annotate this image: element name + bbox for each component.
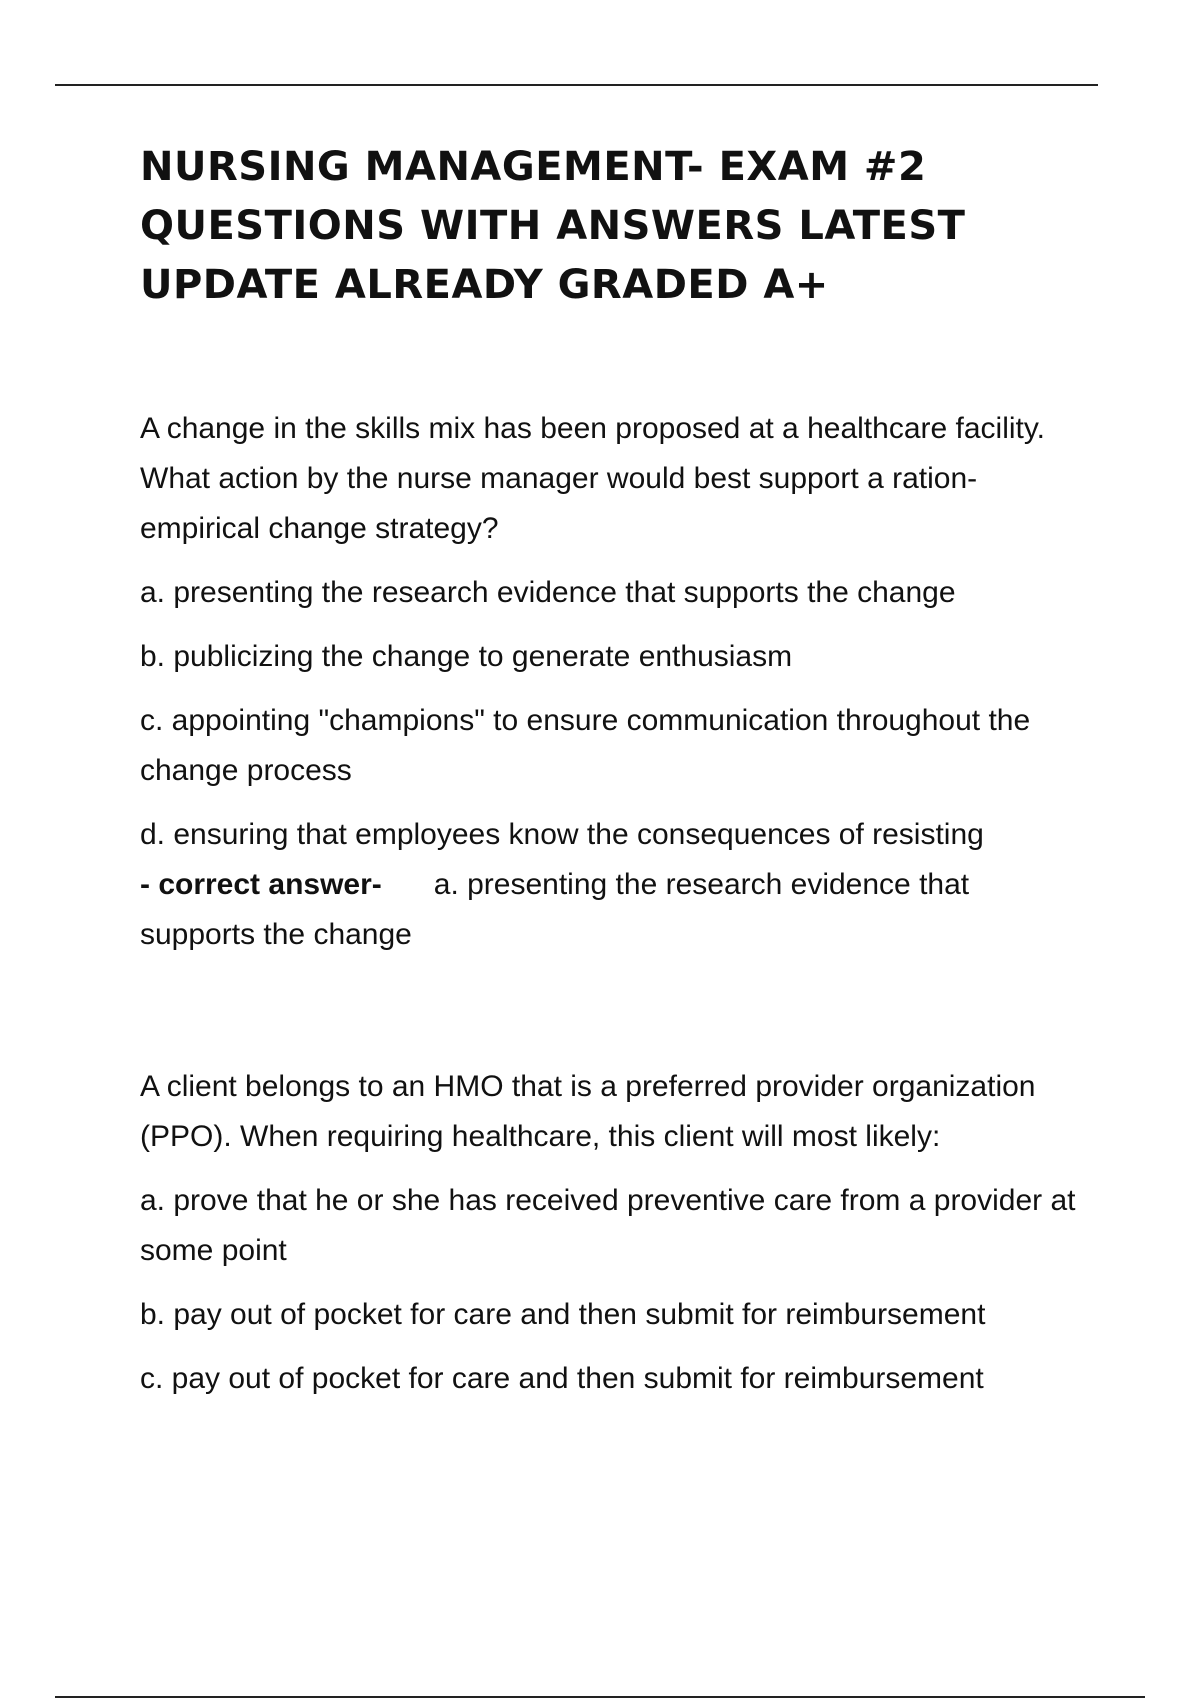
title-line-1: NURSING MANAGEMENT- EXAM #2 (140, 144, 927, 190)
question-1-option-a: a. presenting the research evidence that supports the change (140, 576, 956, 609)
question-2-option-a: a. prove that he or she has received preventive care from a provider at some point (140, 1184, 1076, 1267)
question-2-option-c: c. pay out of pocket for care and then submit for reimbursement (140, 1362, 984, 1395)
question-2-option-b: b. pay out of pocket for care and then submit for reimbursement (140, 1298, 986, 1331)
bottom-divider (55, 1696, 1145, 1698)
question-1-stem: A change in the skills mix has been proposed at a healthcare facility. What action by the nurse manager would best support a ration-empirical change strategy? (140, 412, 1045, 545)
question-1-option-b: b. publicizing the change to generate enthusiasm (140, 640, 793, 673)
title-line-2: QUESTIONS WITH ANSWERS LATEST (140, 203, 966, 249)
page-content (140, 138, 1080, 1404)
correct-answer-label: - correct answer- (140, 868, 382, 901)
top-divider (55, 84, 1098, 86)
correct-answer-text: a. presenting the research evidence that supports the change (140, 868, 970, 951)
question-1 (140, 404, 1080, 960)
document-title (140, 138, 1080, 315)
question-2 (140, 1062, 1080, 1404)
question-1-option-c: c. appointing "champions" to ensure communication throughout the change process (140, 704, 1031, 787)
question-1-option-d-text: d. ensuring that employees know the consequences of resisting (140, 818, 984, 851)
question-1-option-d (140, 810, 1080, 960)
title-line-3: UPDATE ALREADY GRADED A+ (140, 262, 829, 308)
question-2-stem: A client belongs to an HMO that is a preferred provider organization (PPO). When requiring healthcare, this client will most likely: (140, 1070, 1036, 1153)
